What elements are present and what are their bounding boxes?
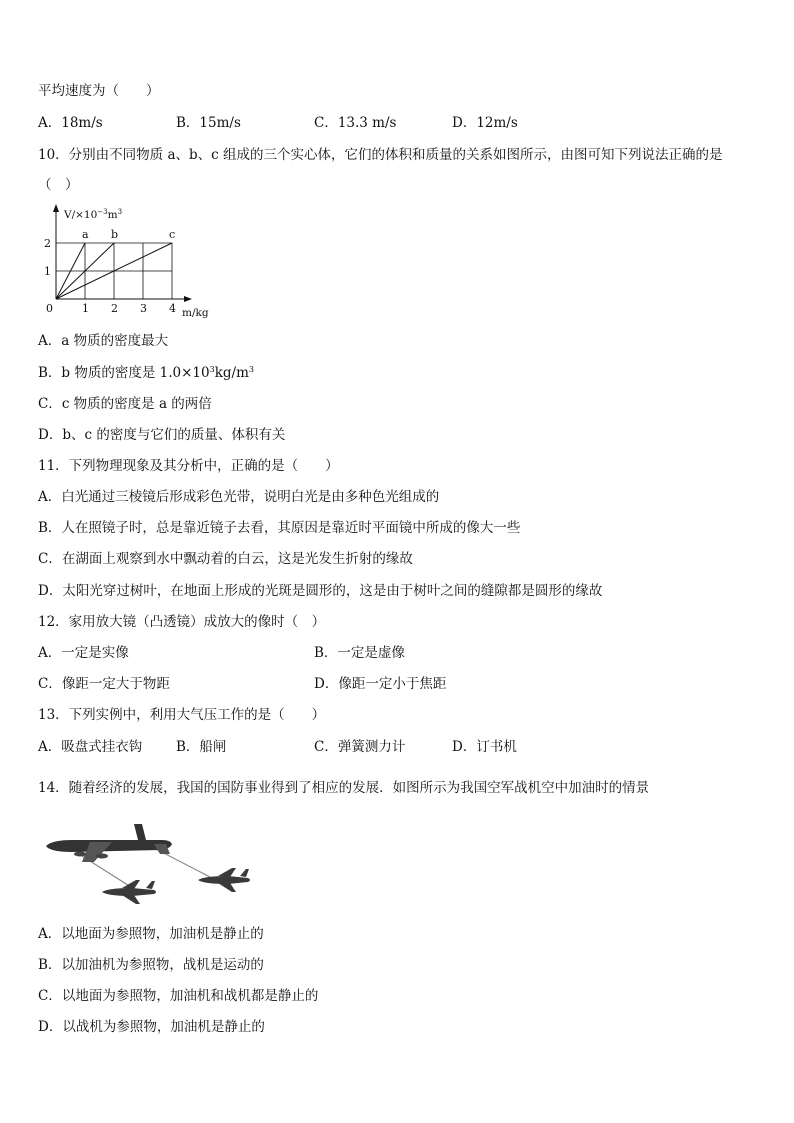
x-tick-label-3: 3 xyxy=(140,302,147,315)
q10-option-c[interactable]: C．c 物质的密度是 a 的两倍 xyxy=(38,396,212,412)
q10-stem-bracket: （ ） xyxy=(38,177,79,193)
series-label-a: a xyxy=(82,228,89,241)
q13-option-a[interactable]: A．吸盘式挂衣钩 xyxy=(38,739,143,755)
q12-option-d[interactable]: D．像距一定小于焦距 xyxy=(314,676,447,692)
q14-option-c[interactable]: C．以地面为参照物，加油机和战机都是静止的 xyxy=(38,988,319,1004)
q14-option-b[interactable]: B．以加油机为参照物，战机是运动的 xyxy=(38,957,264,973)
q12-option-b[interactable]: B．一定是虚像 xyxy=(314,645,405,661)
x-tick-label-4: 4 xyxy=(169,302,176,315)
series-label-b: b xyxy=(111,228,119,241)
q11-option-a[interactable]: A．白光通过三棱镜后形成彩色光带，说明白光是由多种色光组成的 xyxy=(38,489,440,505)
y-tick-label-2: 2 xyxy=(44,237,51,250)
q11-option-d[interactable]: D．太阳光穿过树叶，在地面上形成的光斑是圆形的，这是由于树叶之间的缝隙都是圆形的缘故 xyxy=(38,583,603,599)
q13-option-b[interactable]: B．船闸 xyxy=(176,739,227,755)
x-tick-label-2: 2 xyxy=(111,302,118,315)
q11-option-b[interactable]: B．人在照镜子时，总是靠近镜子去看，其原因是靠近时平面镜中所成的像大一些 xyxy=(38,520,521,536)
q12-stem: 12．家用放大镜（凸透镜）成放大的像时（ ） xyxy=(38,614,326,630)
y-axis-arrow xyxy=(53,204,59,212)
q10-stem: 10．分别由不同物质 a、b、c 组成的三个实心体，它们的体积和质量的关系如图所示，由图可知下列说法正确的是 xyxy=(38,147,723,163)
y-tick-label-1: 1 xyxy=(44,265,51,278)
q9-stem: 平均速度为（ ） xyxy=(38,83,160,99)
q12-option-c[interactable]: C．像距一定大于物距 xyxy=(38,676,170,692)
tanker-plane-icon xyxy=(46,824,172,862)
q14-stem: 14．随着经济的发展，我国的国防事业得到了相应的发展．如图所示为我国空军战机空中加油时的情景 xyxy=(38,780,650,796)
origin-label: 0 xyxy=(46,302,53,315)
volume-mass-graph xyxy=(38,200,218,322)
q9-option-d[interactable]: D．12m/s xyxy=(452,115,518,131)
x-tick-label-1: 1 xyxy=(82,302,89,315)
x-axis-label: m/kg xyxy=(182,307,209,319)
q9-option-c[interactable]: C．13.3 m/s xyxy=(314,115,397,131)
q13-stem: 13．下列实例中，利用大气压工作的是（ ） xyxy=(38,707,326,723)
fighter-jet-right-icon xyxy=(198,868,250,892)
q10-option-b[interactable]: B．b 物质的密度是 $1.0\times 10^3kg/m^3$ xyxy=(38,365,254,381)
q14-option-a[interactable]: A．以地面为参照物，加油机是静止的 xyxy=(38,926,264,942)
q10-option-a[interactable]: A．a 物质的密度最大 xyxy=(38,333,169,349)
x-axis-arrow xyxy=(184,296,192,302)
q11-stem: 11．下列物理现象及其分析中，正确的是（ ） xyxy=(38,458,339,474)
q9-option-a[interactable]: A．18m/s xyxy=(38,115,103,131)
q13-option-c[interactable]: C．弹簧测力计 xyxy=(314,739,406,755)
q14-option-d[interactable]: D．以战机为参照物，加油机是静止的 xyxy=(38,1019,265,1035)
series-label-c: c xyxy=(169,228,176,241)
q11-option-c[interactable]: C．在湖面上观察到水中飘动着的白云，这是光发生折射的缘故 xyxy=(38,551,413,567)
fighter-jet-left-icon xyxy=(102,880,156,904)
q13-option-d[interactable]: D．订书机 xyxy=(452,739,517,755)
y-axis-label: $V/\times 10^{-3}m^3$ xyxy=(64,208,123,221)
q10-option-d[interactable]: D．b、c 的密度与它们的质量、体积有关 xyxy=(38,427,286,443)
q9-option-b[interactable]: B．15m/s xyxy=(176,115,241,131)
q12-option-a[interactable]: A．一定是实像 xyxy=(38,645,129,661)
aerial-refueling-image xyxy=(42,818,258,910)
